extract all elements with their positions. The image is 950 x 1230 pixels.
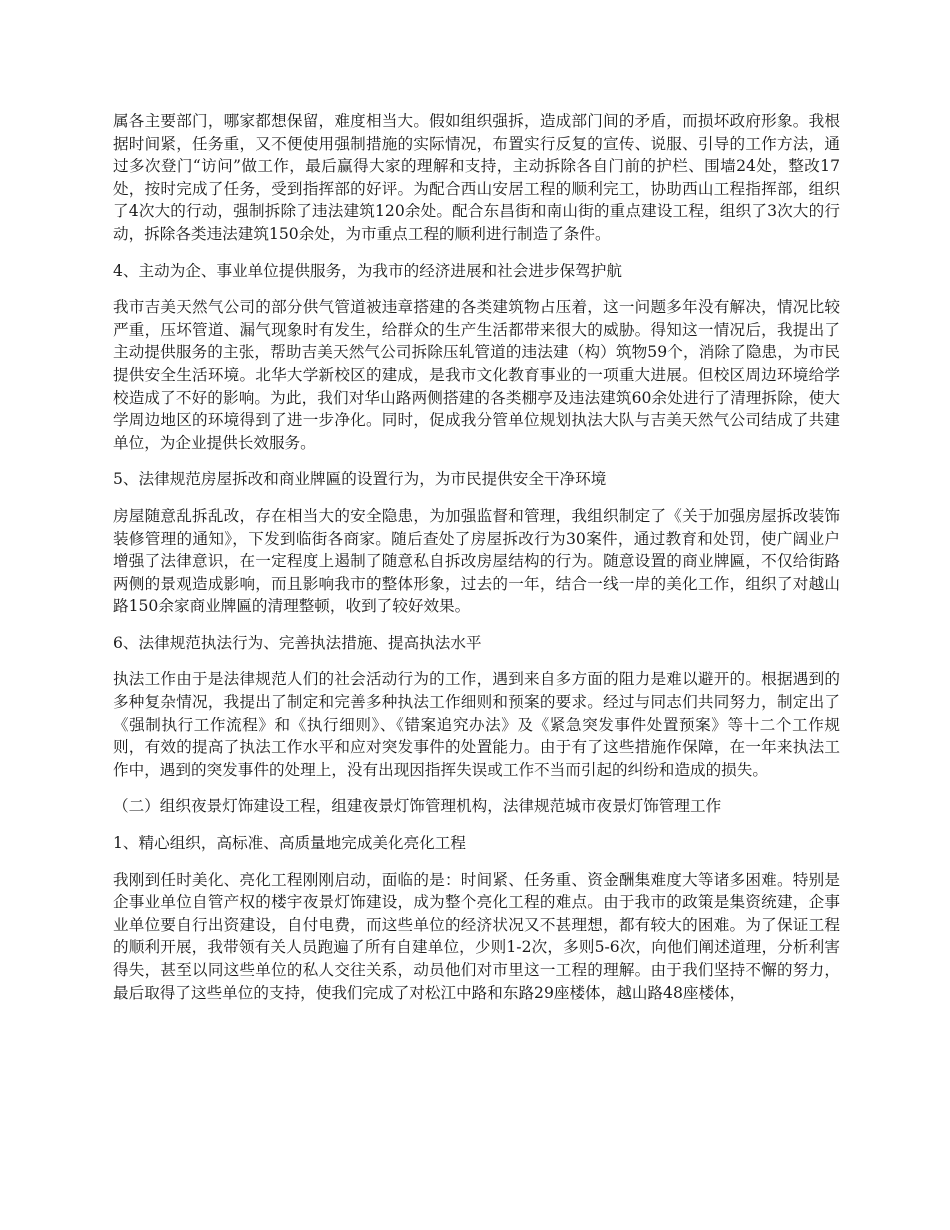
paragraph: 我市吉美天然气公司的部分供气管道被违章搭建的各类建筑物占压着，这一问题多年没有解决，情况比较严重，压坏管道、漏气现象时有发生，给群众的生产生活都带来很大的威胁。得知这一情况后，我提出了主动提供服务的主张，帮助吉美天然气公司拆除压轧管道的违法建（构）筑物59个，消除了隐患，为市民提供安全生活环境。北华大学新校区的建成，是我市文化教育事业的一项重大进展。但校区周边环境给学校造成了不好的影响。为此，我们对华山路两侧搭建的各类棚亭及违法建筑60余处进行了清理拆除，使大学周边地区的环境得到了进一步净化。同时，促成我分管单位规划执法大队与吉美天然气公司结成了共建单位，为企业提供长效服务。	[113, 298, 840, 452]
paragraph: 属各主要部门，哪家都想保留，难度相当大。假如组织强拆，造成部门间的矛盾，而损坏政府形象。我根据时间紧，任务重，又不便使用强制措施的实际情况，布置实行反复的宣传、说服、引导的工作方法，通过多次登门“访问”做工作，最后赢得大家的理解和支持，主动拆除各自门前的护栏、围墙24处，整改17处，按时完成了任务，受到指挥部的好评。为配合西山安居工程的顺利完工，协助西山工程指挥部，组织了4次大的行动，强制拆除了违法建筑120余处。配合东昌街和南山街的重点建设工程，组织了3次大的行动，拆除各类违法建筑150余处，为市重点工程的顺利进行制造了条件。	[113, 112, 840, 243]
paragraph: 执法工作由于是法律规范人们的社会活动行为的工作，遇到来自多方面的阻力是难以避开的。根据遇到的多种复杂情况，我提出了制定和完善多种执法工作细则和预案的要求。经过与同志们共同努力，制定出了《强制执行工作流程》和《执行细则》、《错案追究办法》及《紧急突发事件处置预案》等十二个工作规则，有效的提高了执法工作水平和应对突发事件的处置能力。由于有了这些措施作保障，在一年来执法工作中，遇到的突发事件的处理上，没有出现因指挥失误或工作不当而引起的纠纷和造成的损失。	[113, 670, 840, 779]
section-heading: 6、法律规范执法行为、完善执法措施、提高执法水平	[113, 633, 482, 652]
paragraph: 我刚到任时美化、亮化工程刚刚启动，面临的是：时间紧、任务重、资金酬集难度大等诸多困难。特别是企事业单位自管产权的楼宇夜景灯饰建设，成为整个亮化工程的难点。由于我市的政策是集资统建，企事业单位要自行出资建设，自付电费，而这些单位的经济状况又不甚理想，都有较大的困难。为了保证工程的顺利开展，我带领有关人员跑遍了所有自建单位，少则1-2次，多则5-6次，向他们阐述道理，分析利害得失，甚至以同这些单位的私人交往关系，动员他们对市里这一工程的理解。由于我们坚持不懈的努力，最后取得了这些单位的支持，使我们完成了对松江中路和东路29座楼体，越山路48座楼体，	[113, 870, 840, 1002]
section-heading: （二）组织夜景灯饰建设工程，组建夜景灯饰管理机构，法律规范城市夜景灯饰管理工作	[113, 797, 722, 816]
document-page	[113, 110, 840, 1018]
paragraph: 房屋随意乱拆乱改，存在相当大的安全隐患，为加强监督和管理，我组织制定了《关于加强房屋拆改装饰装修管理的通知》，下发到临街各商家。随后查处了房屋拆改行为30案件，通过教育和处罚，使广阔业户增强了法律意识，在一定程度上遏制了随意私自拆改房屋结构的行为。随意设置的商业牌匾，不仅给街路两侧的景观造成影响，而且影响我市的整体形象，过去的一年，结合一线一岸的美化工作，组织了对越山路150余家商业牌匾的清理整顿，收到了较好效果。	[113, 506, 840, 616]
section-heading: 4、主动为企、事业单位提供服务，为我市的经济进展和社会进步保驾护航	[113, 261, 622, 280]
section-heading: 5、法律规范房屋拆改和商业牌匾的设置行为，为市民提供安全干净环境	[113, 470, 607, 489]
section-heading: 1、精心组织，高标准、高质量地完成美化亮化工程	[113, 834, 466, 853]
